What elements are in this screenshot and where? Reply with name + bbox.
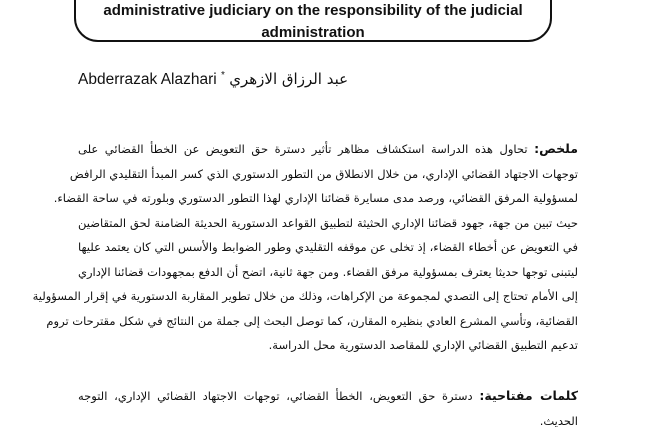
- keywords-line: [78, 384, 578, 409]
- abstract-label: ملخص:: [534, 141, 579, 156]
- abstract-line: حيث تبين من جهة، جهود قضائنا الإداري الحثيثة لتطبيق القواعد الدستورية الحديثة الضامنة لحق المتقاضين: [78, 215, 578, 230]
- author-marker: *: [221, 70, 225, 81]
- abstract-text: تحاول هذه الدراسة استكشاف مظاهر تأثير دسترة حق التعويض عن الخطأ القضائي على: [78, 142, 528, 156]
- paper-title: [74, 0, 552, 44]
- abstract-line: [78, 137, 578, 162]
- author-name-ar: عبد الرزاق الازهري: [229, 70, 349, 89]
- title-line-2: administration: [261, 24, 365, 41]
- abstract-line: توجهات الاجتهاد القضائي الإداري، من خلال الانطلاق من التطور الدستوري الذي كسر المبدأ التقليدي الرافض: [69, 166, 578, 181]
- abstract-line: لمسؤولية المرفق القضائي، ورصد مدى مسايرة قضائنا الإداري لهذا التطور الدستوري وبلورته في ساحة القضاء.: [53, 191, 578, 205]
- abstract-line: تدعيم التطبيق القضائي الإداري للمقاصد الدستورية محل الدراسة.: [268, 338, 578, 352]
- abstract-line: في التعويض عن أخطاء القضاء، إذ تخلى عن موقفه التقليدي وطور الضوابط والأسس التي كان يعتمد عليها: [78, 240, 578, 254]
- keywords-label: كلمات مفتاحية:: [479, 388, 579, 403]
- title-line-1: administrative judiciary on the responsibility of the judicial: [103, 2, 523, 19]
- author-name-en: Abderrazak Alazhari: [78, 71, 217, 89]
- keywords-line: الحديث.: [539, 413, 578, 428]
- abstract-line: إلى الأمام تحتاج إلى التصدي لمجموعة من الإكراهات، وذلك من خلال تطوير المقاربة الدستورية في إقرار المسؤولية: [32, 289, 578, 303]
- abstract-section: [32, 137, 579, 358]
- abstract-line: ليتبنى توجها حديثا يعترف بمسؤولية مرفق القضاء. ومن جهة ثانية، اتضح أن الدفع بمجهودات قضائنا الإداري: [78, 264, 578, 279]
- keywords-text: دسترة حق التعويض، الخطأ القضائي، توجهات الاجتهاد القضائي الإداري، التوجه: [78, 389, 473, 403]
- author-line: [78, 66, 578, 90]
- keywords-section: [78, 384, 578, 433]
- abstract-line: القضائية، وتأسي المشرع العادي بنظيره المقارن، كما توصل البحث إلى جملة من النتائج في شكل مقترحات تروم: [46, 313, 578, 328]
